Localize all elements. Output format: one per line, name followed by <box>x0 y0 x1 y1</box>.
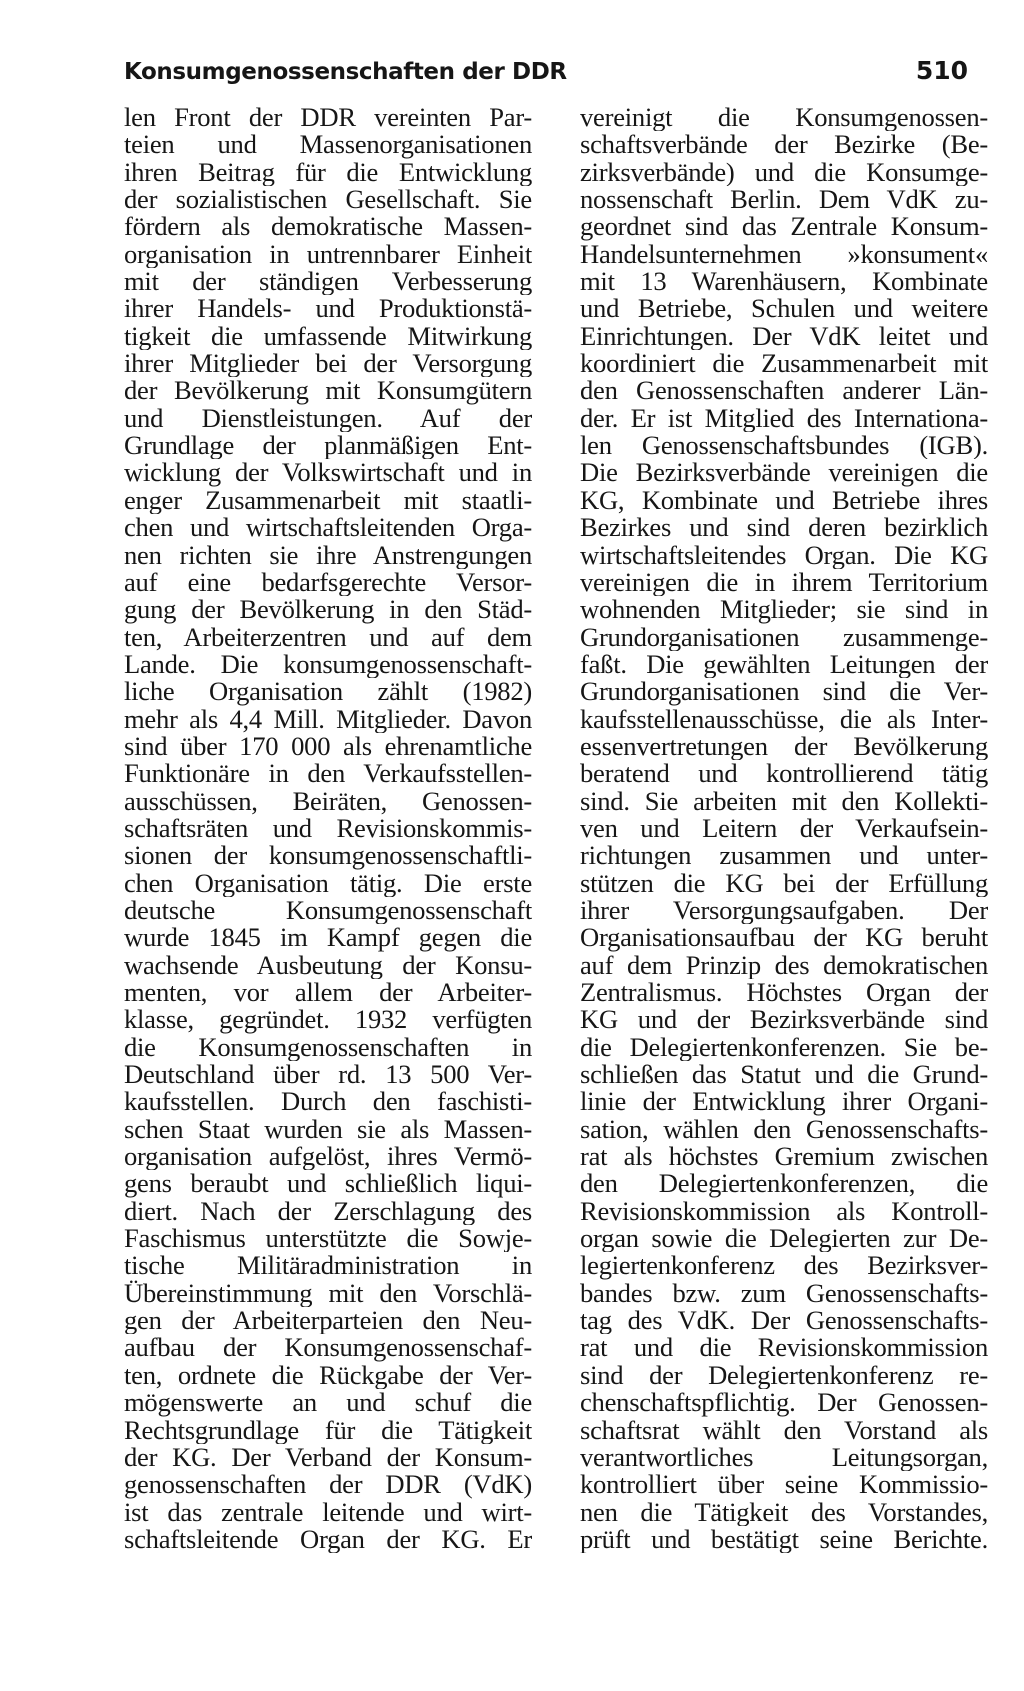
text-line: der KG. Der Verband der Konsum- <box>124 1443 532 1472</box>
text-line: verantwortliches Leitungsorgan, <box>580 1443 988 1472</box>
text-line: sionen der konsumgenossenschaftli- <box>124 842 532 870</box>
text-line: ten, ordnete die Rückgabe der Ver- <box>124 1361 532 1390</box>
text-line: Lande. Die konsumgenossenschaft- <box>124 650 532 679</box>
text-line: Revisionskommission als Kontroll- <box>580 1197 988 1226</box>
text-line: deutsche Konsumgenossenschaft <box>124 896 532 925</box>
text-line: ausschüssen, Beiräten, Genossen- <box>124 787 532 815</box>
text-line: geordnet sind das Zentrale Konsum- <box>580 213 988 241</box>
text-line: der Bevölkerung mit Konsumgütern <box>124 377 532 405</box>
text-line: richtungen zusammen und unter- <box>580 842 988 870</box>
text-line: Die Bezirksverbände vereinigen die <box>580 459 988 487</box>
text-line: auf eine bedarfsgerechte Versor- <box>124 568 532 597</box>
text-line: mit 13 Warenhäusern, Kombinate <box>580 268 988 296</box>
text-line: ven und Leitern der Verkaufsein- <box>580 814 988 843</box>
text-line: vereinigen die in ihrem Territorium <box>580 568 988 597</box>
text-line: organisation aufgelöst, ihres Vermö- <box>124 1143 532 1171</box>
text-line: sind über 170 000 als ehrenamtliche <box>124 732 532 761</box>
text-line: nen richten sie ihre Anstrengungen <box>124 541 532 569</box>
text-line: rat und die Revisionskommission <box>580 1334 988 1362</box>
text-line: die Konsumgenossenschaften in <box>124 1033 532 1062</box>
text-line: sation, wählen den Genossenschafts- <box>580 1115 988 1144</box>
text-line: ihrer Mitglieder bei der Versorgung <box>124 350 532 378</box>
text-line: chen und wirtschaftsleitenden Orga- <box>124 514 532 542</box>
text-line: schaftsverbände der Bezirke (Be- <box>580 131 988 159</box>
text-line: wohnenden Mitglieder; sie sind in <box>580 596 988 624</box>
text-line: klasse, gegründet. 1932 verfügten <box>124 1006 532 1034</box>
text-line: schaftsleitende Organ der KG. Er <box>124 1525 532 1554</box>
text-line: ihren Beitrag für die Entwicklung <box>124 158 532 187</box>
text-column-right <box>580 104 988 1553</box>
text-line: menten, vor allem der Arbeiter- <box>124 979 532 1007</box>
text-line: auf dem Prinzip des demokratischen <box>580 951 988 979</box>
text-line: Rechtsgrundlage für die Tätigkeit <box>124 1416 532 1444</box>
text-line: genossenschaften der DDR (VdK) <box>124 1471 532 1499</box>
text-line: stützen die KG bei der Erfüllung <box>580 869 988 897</box>
text-line: kontrolliert über seine Kommissio- <box>580 1471 988 1499</box>
text-line: wachsende Ausbeutung der Konsu- <box>124 951 532 979</box>
text-column-left <box>124 104 532 1553</box>
text-line: der. Er ist Mitglied des Internationa- <box>580 404 988 433</box>
text-line: ihrer Versorgungsaufgaben. Der <box>580 896 988 925</box>
text-line: bandes bzw. zum Genossenschafts- <box>580 1279 988 1308</box>
text-line: Einrichtungen. Der VdK leitet und <box>580 322 988 351</box>
text-line: Deutschland über rd. 13 500 Ver- <box>124 1061 532 1089</box>
text-line: und Dienstleistungen. Auf der <box>124 404 532 433</box>
text-line: essenvertretungen der Bevölkerung <box>580 732 988 761</box>
text-line: KG und der Bezirksverbände sind <box>580 1006 988 1034</box>
text-line: enger Zusammenarbeit mit staatli- <box>124 486 532 515</box>
text-line: len Front der DDR vereinten Par- <box>124 104 532 132</box>
text-line: tigkeit die umfassende Mitwirkung <box>124 322 532 351</box>
text-line: legiertenkonferenz des Bezirksver- <box>580 1252 988 1280</box>
text-line: und Betriebe, Schulen und weitere <box>580 295 988 323</box>
text-line: ten, Arbeiterzentren und auf dem <box>124 623 532 651</box>
running-head <box>124 56 968 96</box>
text-line: sind der Delegiertenkonferenz re- <box>580 1361 988 1390</box>
text-line: kaufsstellen. Durch den faschisti- <box>124 1088 532 1116</box>
text-line: mehr als 4,4 Mill. Mitglieder. Davon <box>124 705 532 733</box>
text-line: Faschismus unterstützte die Sowje- <box>124 1225 532 1253</box>
text-line: nen die Tätigkeit des Vorstandes, <box>580 1498 988 1526</box>
text-line: wirtschaftsleitendes Organ. Die KG <box>580 541 988 569</box>
text-line: Organisationsaufbau der KG beruht <box>580 924 988 952</box>
page-number: 510 <box>915 56 968 85</box>
text-line: mögenswerte an und schuf die <box>124 1389 532 1417</box>
text-line: organ sowie die Delegierten zur De- <box>580 1225 988 1253</box>
text-line: vereinigt die Konsumgenossen- <box>580 104 988 132</box>
text-line: tische Militäradministration in <box>124 1252 532 1280</box>
text-line: ist das zentrale leitende und wirt- <box>124 1498 532 1526</box>
text-line: gens beraubt und schließlich liqui- <box>124 1170 532 1198</box>
text-line: wicklung der Volkswirtschaft und in <box>124 459 532 487</box>
text-line: diert. Nach der Zerschlagung des <box>124 1197 532 1226</box>
text-line: KG, Kombinate und Betriebe ihres <box>580 486 988 515</box>
text-line: Grundorganisationen zusammenge- <box>580 623 988 651</box>
text-line: schließen das Statut und die Grund- <box>580 1061 988 1089</box>
text-line: tag des VdK. Der Genossenschafts- <box>580 1307 988 1335</box>
text-line: mit der ständigen Verbesserung <box>124 268 532 296</box>
text-line: gung der Bevölkerung in den Städ- <box>124 596 532 624</box>
text-line: liche Organisation zählt (1982) <box>124 678 532 706</box>
text-line: beratend und kontrollierend tätig <box>580 760 988 788</box>
text-line: chen Organisation tätig. Die erste <box>124 869 532 897</box>
text-line: ihrer Handels- und Produktionstä- <box>124 295 532 323</box>
text-line: gen der Arbeiterparteien den Neu- <box>124 1307 532 1335</box>
text-line: sind. Sie arbeiten mit den Kollekti- <box>580 787 988 815</box>
text-line: len Genossenschaftsbundes (IGB). <box>580 432 988 460</box>
text-line: schaftsräten und Revisionskommis- <box>124 814 532 843</box>
text-line: Bezirkes und sind deren bezirklich <box>580 514 988 542</box>
text-line: Grundlage der planmäßigen Ent- <box>124 432 532 460</box>
text-line: Zentralismus. Höchstes Organ der <box>580 979 988 1007</box>
text-line: nossenschaft Berlin. Dem VdK zu- <box>580 186 988 214</box>
text-line: faßt. Die gewählten Leitungen der <box>580 650 988 679</box>
text-line: wurde 1845 im Kampf gegen die <box>124 924 532 952</box>
text-line: den Delegiertenkonferenzen, die <box>580 1170 988 1198</box>
text-line: schen Staat wurden sie als Massen- <box>124 1115 532 1144</box>
text-line: fördern als demokratische Massen- <box>124 213 532 241</box>
text-line: Grundorganisationen sind die Ver- <box>580 678 988 706</box>
text-line: der sozialistischen Gesellschaft. Sie <box>124 186 532 214</box>
text-line: Funktionäre in den Verkaufsstellen- <box>124 760 532 788</box>
text-line: Übereinstimmung mit den Vorschlä- <box>124 1279 532 1308</box>
text-line: rat als höchstes Gremium zwischen <box>580 1143 988 1171</box>
text-line: schaftsrat wählt den Vorstand als <box>580 1416 988 1444</box>
text-line: prüft und bestätigt seine Berichte. <box>580 1525 988 1554</box>
text-line: die Delegiertenkonferenzen. Sie be- <box>580 1033 988 1062</box>
text-line: chenschaftspflichtig. Der Genossen- <box>580 1389 988 1417</box>
text-line: organisation in untrennbarer Einheit <box>124 240 532 269</box>
text-line: linie der Entwicklung ihrer Organi- <box>580 1088 988 1116</box>
text-line: koordiniert die Zusammenarbeit mit <box>580 350 988 378</box>
text-line: aufbau der Konsumgenossenschaf- <box>124 1334 532 1362</box>
text-line: den Genossenschaften anderer Län- <box>580 377 988 405</box>
text-line: kaufsstellenausschüsse, die als Inter- <box>580 705 988 733</box>
running-head-title: Konsumgenossenschaften der DDR <box>124 59 567 85</box>
text-line: zirksverbände) und die Konsumge- <box>580 158 988 187</box>
text-line: Handelsunternehmen »konsument« <box>580 240 988 269</box>
text-line: teien und Massenorganisationen <box>124 131 532 159</box>
